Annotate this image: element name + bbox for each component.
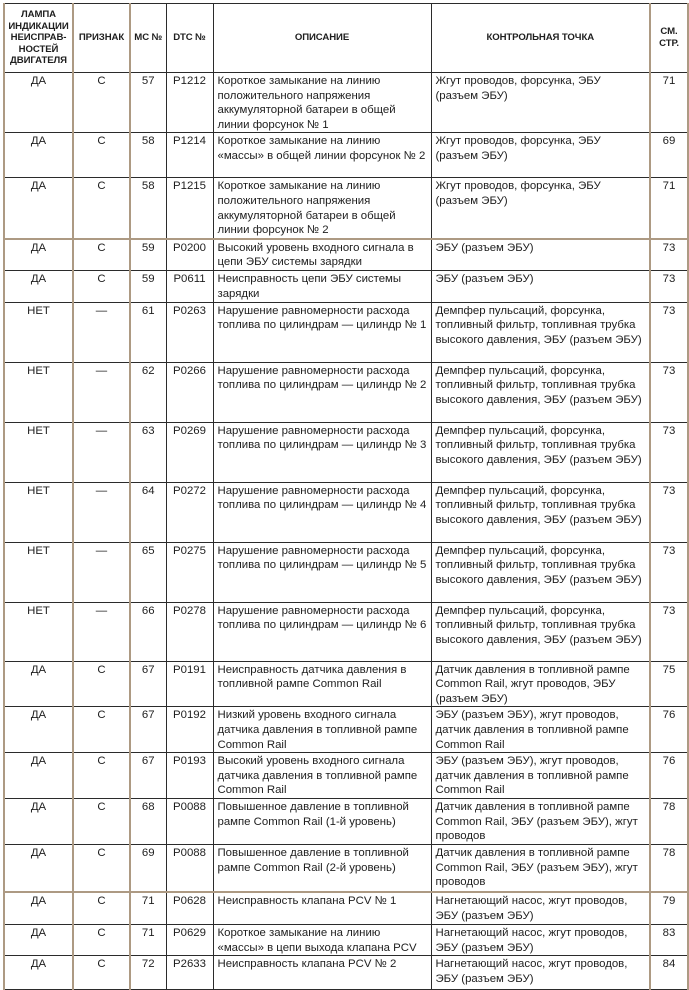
cell-mc: 58 xyxy=(130,133,166,178)
table-row xyxy=(4,73,688,133)
cell-dtc: P0629 xyxy=(166,924,213,955)
cell-lamp: ДА xyxy=(4,798,73,844)
cell-dtc: P0611 xyxy=(166,271,213,302)
cell-dtc: P0088 xyxy=(166,844,213,892)
cell-checkpoint: Демпфер пульсаций, форсунка, топливный фильтр, топливная трубка высокого давления, ЭБУ (разъем ЭБУ) xyxy=(431,362,650,422)
cell-page: 69 xyxy=(650,133,688,178)
cell-checkpoint: Демпфер пульсаций, форсунка, топливный фильтр, топливная трубка высокого давления, ЭБУ (разъем ЭБУ) xyxy=(431,302,650,362)
cell-lamp: НЕТ xyxy=(4,602,73,661)
cell-checkpoint: ЭБУ (разъем ЭБУ) xyxy=(431,239,650,271)
cell-checkpoint: Демпфер пульсаций, форсунка, топливный фильтр, топливная трубка высокого давления, ЭБУ (разъем ЭБУ) xyxy=(431,422,650,482)
cell-mc: 66 xyxy=(130,602,166,661)
cell-dtc: P0269 xyxy=(166,422,213,482)
cell-dtc: P0088 xyxy=(166,798,213,844)
cell-lamp: ДА xyxy=(4,73,73,133)
cell-description: Неисправность клапана PCV № 2 xyxy=(213,956,431,990)
cell-sign: — xyxy=(73,482,130,542)
cell-sign: С xyxy=(73,844,130,892)
table-row xyxy=(4,602,688,661)
cell-lamp: ДА xyxy=(4,956,73,990)
cell-page: 73 xyxy=(650,271,688,302)
cell-sign: С xyxy=(73,798,130,844)
table-row xyxy=(4,707,688,753)
cell-dtc: P0192 xyxy=(166,707,213,753)
cell-checkpoint: Датчик давления в топливной рампе Common Rail, ЭБУ (разъем ЭБУ), жгут проводов xyxy=(431,844,650,892)
cell-description: Короткое замыкание на линию «массы» в общей линии форсунок № 2 xyxy=(213,133,431,178)
header-page: СМ. СТР. xyxy=(650,4,688,73)
cell-checkpoint: Жгут проводов, форсунка, ЭБУ (разъем ЭБУ) xyxy=(431,133,650,178)
cell-page: 75 xyxy=(650,661,688,707)
table-row xyxy=(4,661,688,707)
cell-page: 84 xyxy=(650,956,688,990)
cell-page: 73 xyxy=(650,239,688,271)
cell-mc: 67 xyxy=(130,707,166,753)
cell-sign: — xyxy=(73,362,130,422)
cell-page: 73 xyxy=(650,542,688,602)
cell-lamp: ДА xyxy=(4,707,73,753)
cell-lamp: НЕТ xyxy=(4,542,73,602)
cell-sign: С xyxy=(73,924,130,955)
cell-sign: — xyxy=(73,422,130,482)
cell-dtc: P0275 xyxy=(166,542,213,602)
cell-checkpoint: Датчик давления в топливной рампе Common Rail, ЭБУ (разъем ЭБУ), жгут проводов xyxy=(431,798,650,844)
cell-checkpoint: Нагнетающий насос, жгут проводов, ЭБУ (разъем ЭБУ) xyxy=(431,924,650,955)
cell-page: 73 xyxy=(650,482,688,542)
table-row xyxy=(4,178,688,239)
cell-description: Низкий уровень входного сигнала датчика давления в топливной рампе Common Rail xyxy=(213,707,431,753)
dtc-table xyxy=(3,3,689,990)
cell-lamp: ДА xyxy=(4,271,73,302)
cell-page: 71 xyxy=(650,178,688,239)
cell-dtc: P0628 xyxy=(166,892,213,924)
header-dtc: DTC № xyxy=(166,4,213,73)
cell-lamp: НЕТ xyxy=(4,302,73,362)
cell-description: Повышенное давление в топливной рампе Common Rail (2-й уровень) xyxy=(213,844,431,892)
cell-checkpoint: Нагнетающий насос, жгут проводов, ЭБУ (разъем ЭБУ) xyxy=(431,956,650,990)
cell-description: Неисправность датчика давления в топливной рампе Common Rail xyxy=(213,661,431,707)
table-row xyxy=(4,844,688,892)
cell-lamp: НЕТ xyxy=(4,422,73,482)
cell-description: Нарушение равномерности расхода топлива по цилиндрам — цилиндр № 1 xyxy=(213,302,431,362)
cell-dtc: P0193 xyxy=(166,753,213,799)
cell-mc: 64 xyxy=(130,482,166,542)
cell-checkpoint: Демпфер пульсаций, форсунка, топливный фильтр, топливная трубка высокого давления, ЭБУ (разъем ЭБУ) xyxy=(431,482,650,542)
cell-mc: 68 xyxy=(130,798,166,844)
cell-mc: 58 xyxy=(130,178,166,239)
cell-checkpoint: ЭБУ (разъем ЭБУ), жгут проводов, датчик давления в топливной рампе Common Rail xyxy=(431,753,650,799)
cell-sign: С xyxy=(73,271,130,302)
cell-sign: — xyxy=(73,602,130,661)
cell-checkpoint: Жгут проводов, форсунка, ЭБУ (разъем ЭБУ) xyxy=(431,178,650,239)
cell-page: 78 xyxy=(650,844,688,892)
cell-description: Высокий уровень входного сигнала в цепи ЭБУ системы зарядки xyxy=(213,239,431,271)
table-row xyxy=(4,753,688,799)
cell-mc: 69 xyxy=(130,844,166,892)
cell-page: 73 xyxy=(650,422,688,482)
header-checkpoint: КОНТРОЛЬНАЯ ТОЧКА xyxy=(431,4,650,73)
cell-dtc: P0272 xyxy=(166,482,213,542)
cell-description: Высокий уровень входного сигнала датчика давления в топливной рампе Common Rail xyxy=(213,753,431,799)
cell-mc: 67 xyxy=(130,661,166,707)
cell-lamp: ДА xyxy=(4,844,73,892)
cell-mc: 61 xyxy=(130,302,166,362)
cell-page: 79 xyxy=(650,892,688,924)
cell-lamp: ДА xyxy=(4,892,73,924)
cell-page: 76 xyxy=(650,707,688,753)
cell-dtc: P1214 xyxy=(166,133,213,178)
cell-description: Короткое замыкание на линию «массы» в цепи выхода клапана PCV xyxy=(213,924,431,955)
cell-description: Нарушение равномерности расхода топлива по цилиндрам — цилиндр № 6 xyxy=(213,602,431,661)
cell-dtc: P0191 xyxy=(166,661,213,707)
cell-page: 71 xyxy=(650,73,688,133)
cell-dtc: P0263 xyxy=(166,302,213,362)
cell-description: Повышенное давление в топливной рампе Common Rail (1-й уровень) xyxy=(213,798,431,844)
cell-dtc: P0266 xyxy=(166,362,213,422)
table-row xyxy=(4,956,688,990)
cell-page: 83 xyxy=(650,924,688,955)
table-row xyxy=(4,422,688,482)
table-row xyxy=(4,362,688,422)
table-row xyxy=(4,892,688,924)
cell-sign: — xyxy=(73,542,130,602)
cell-checkpoint: Демпфер пульсаций, форсунка, топливный фильтр, топливная трубка высокого давления, ЭБУ (разъем ЭБУ) xyxy=(431,602,650,661)
table-row xyxy=(4,542,688,602)
cell-description: Нарушение равномерности расхода топлива по цилиндрам — цилиндр № 4 xyxy=(213,482,431,542)
header-description: ОПИСАНИЕ xyxy=(213,4,431,73)
cell-dtc: P1215 xyxy=(166,178,213,239)
header-mc: МС № xyxy=(130,4,166,73)
cell-page: 73 xyxy=(650,602,688,661)
cell-page: 73 xyxy=(650,362,688,422)
cell-sign: С xyxy=(73,661,130,707)
cell-mc: 71 xyxy=(130,892,166,924)
table-row xyxy=(4,798,688,844)
table-body xyxy=(4,73,688,990)
cell-sign: С xyxy=(73,753,130,799)
table-row xyxy=(4,924,688,955)
cell-page: 76 xyxy=(650,753,688,799)
cell-sign: С xyxy=(73,133,130,178)
cell-lamp: НЕТ xyxy=(4,362,73,422)
cell-sign: С xyxy=(73,956,130,990)
cell-mc: 72 xyxy=(130,956,166,990)
cell-dtc: P1212 xyxy=(166,73,213,133)
cell-page: 73 xyxy=(650,302,688,362)
cell-description: Неисправность клапана PCV № 1 xyxy=(213,892,431,924)
cell-page: 78 xyxy=(650,798,688,844)
cell-checkpoint: ЭБУ (разъем ЭБУ) xyxy=(431,271,650,302)
cell-description: Короткое замыкание на линию положительного напряжения аккумуляторной батареи в общей линии форсунок № 2 xyxy=(213,178,431,239)
cell-sign: С xyxy=(73,178,130,239)
cell-mc: 63 xyxy=(130,422,166,482)
cell-description: Нарушение равномерности расхода топлива по цилиндрам — цилиндр № 5 xyxy=(213,542,431,602)
table-row xyxy=(4,271,688,302)
cell-dtc: P0200 xyxy=(166,239,213,271)
table-header-row xyxy=(4,4,688,73)
cell-lamp: ДА xyxy=(4,753,73,799)
header-sign: ПРИЗНАК xyxy=(73,4,130,73)
cell-sign: С xyxy=(73,892,130,924)
cell-sign: С xyxy=(73,707,130,753)
cell-dtc: P2633 xyxy=(166,956,213,990)
cell-lamp: НЕТ xyxy=(4,482,73,542)
cell-mc: 71 xyxy=(130,924,166,955)
cell-sign: С xyxy=(73,73,130,133)
header-lamp: ЛАМПА ИНДИКАЦИИ НЕИСПРАВ- НОСТЕЙ ДВИГАТЕЛЯ xyxy=(4,4,73,73)
cell-checkpoint: Демпфер пульсаций, форсунка, топливный фильтр, топливная трубка высокого давления, ЭБУ (разъем ЭБУ) xyxy=(431,542,650,602)
cell-lamp: ДА xyxy=(4,133,73,178)
table-row xyxy=(4,482,688,542)
cell-dtc: P0278 xyxy=(166,602,213,661)
cell-description: Неисправность цепи ЭБУ системы зарядки xyxy=(213,271,431,302)
table-row xyxy=(4,239,688,271)
cell-checkpoint: Датчик давления в топливной рампе Common Rail, жгут проводов, ЭБУ (разъем ЭБУ) xyxy=(431,661,650,707)
cell-mc: 57 xyxy=(130,73,166,133)
cell-mc: 62 xyxy=(130,362,166,422)
cell-checkpoint: ЭБУ (разъем ЭБУ), жгут проводов, датчик давления в топливной рампе Common Rail xyxy=(431,707,650,753)
cell-mc: 65 xyxy=(130,542,166,602)
cell-lamp: ДА xyxy=(4,239,73,271)
cell-lamp: ДА xyxy=(4,661,73,707)
cell-mc: 59 xyxy=(130,271,166,302)
cell-mc: 59 xyxy=(130,239,166,271)
cell-mc: 67 xyxy=(130,753,166,799)
cell-sign: С xyxy=(73,239,130,271)
cell-sign: — xyxy=(73,302,130,362)
cell-checkpoint: Нагнетающий насос, жгут проводов, ЭБУ (разъем ЭБУ) xyxy=(431,892,650,924)
cell-lamp: ДА xyxy=(4,924,73,955)
cell-description: Короткое замыкание на линию положительного напряжения аккумуляторной батареи в общей линии форсунок № 1 xyxy=(213,73,431,133)
cell-description: Нарушение равномерности расхода топлива по цилиндрам — цилиндр № 2 xyxy=(213,362,431,422)
cell-lamp: ДА xyxy=(4,178,73,239)
table-row xyxy=(4,302,688,362)
table-row xyxy=(4,133,688,178)
cell-checkpoint: Жгут проводов, форсунка, ЭБУ (разъем ЭБУ) xyxy=(431,73,650,133)
cell-description: Нарушение равномерности расхода топлива по цилиндрам — цилиндр № 3 xyxy=(213,422,431,482)
